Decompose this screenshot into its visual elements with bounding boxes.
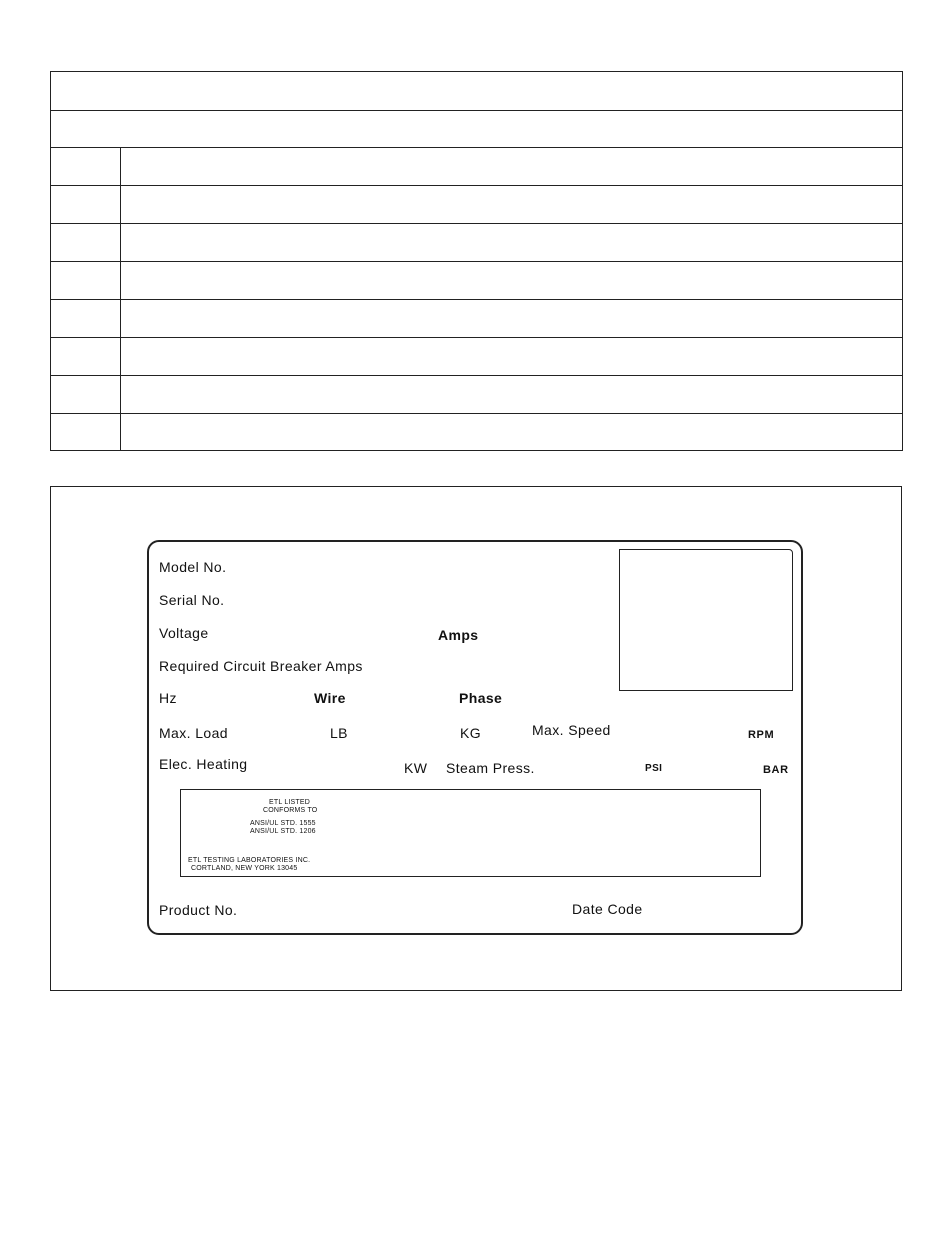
table-cell-value — [121, 414, 902, 451]
table-row — [51, 147, 902, 185]
table-cell-value — [121, 338, 902, 375]
ansi-std-1206-text: ANSI/UL STD. 1206 — [250, 828, 316, 835]
table-row — [51, 72, 902, 110]
kg-unit: KG — [460, 725, 482, 741]
product-no-label: Product No. — [159, 902, 238, 918]
voltage-label: Voltage — [159, 625, 209, 641]
conforms-to-text: CONFORMS TO — [263, 807, 318, 814]
table-row — [51, 337, 902, 375]
lb-unit: LB — [330, 725, 348, 741]
table-cell-key — [51, 338, 121, 375]
table-cell-value — [121, 300, 902, 337]
table-cell-value — [121, 262, 902, 299]
table-cell-value — [121, 376, 902, 413]
kw-unit: KW — [404, 760, 428, 776]
table-cell-key — [51, 224, 121, 261]
hz-label: Hz — [159, 690, 177, 706]
table-row — [51, 261, 902, 299]
table-cell-value — [121, 148, 902, 185]
model-no-label: Model No. — [159, 559, 227, 575]
rpm-unit: RPM — [748, 729, 775, 741]
etl-listed-text: ETL LISTED — [269, 799, 311, 806]
table-cell-value — [121, 224, 902, 261]
table-cell-key — [51, 148, 121, 185]
record-table — [50, 71, 903, 451]
max-speed-label: Max. Speed — [532, 722, 611, 738]
bar-unit: BAR — [763, 764, 789, 776]
table-cell-key — [51, 376, 121, 413]
serial-no-label: Serial No. — [159, 592, 225, 608]
table-cell-key — [51, 414, 121, 451]
etl-lab-name-text: ETL TESTING LABORATORIES INC. — [188, 857, 311, 864]
table-cell-key — [51, 262, 121, 299]
psi-unit: PSI — [645, 763, 663, 774]
table-cell-value — [121, 186, 902, 223]
table-row — [51, 223, 902, 261]
circuit-breaker-label: Required Circuit Breaker Amps — [159, 658, 363, 674]
max-load-label: Max. Load — [159, 725, 228, 741]
steam-press-label: Steam Press. — [446, 760, 535, 776]
table-row — [51, 299, 902, 337]
table-row — [51, 110, 902, 148]
ansi-std-1555-text: ANSI/UL STD. 1555 — [250, 820, 316, 827]
etl-lab-address-text: CORTLAND, NEW YORK 13045 — [191, 865, 298, 872]
label-blank-box — [619, 549, 793, 691]
table-row — [51, 185, 902, 223]
table-row — [51, 413, 902, 451]
table-row — [51, 375, 902, 413]
date-code-label: Date Code — [572, 901, 643, 917]
wire-label: Wire — [314, 690, 346, 706]
elec-heating-label: Elec. Heating — [159, 756, 248, 772]
phase-label: Phase — [459, 690, 503, 706]
table-cell-key — [51, 300, 121, 337]
amps-label: Amps — [438, 627, 479, 643]
table-cell-key — [51, 186, 121, 223]
